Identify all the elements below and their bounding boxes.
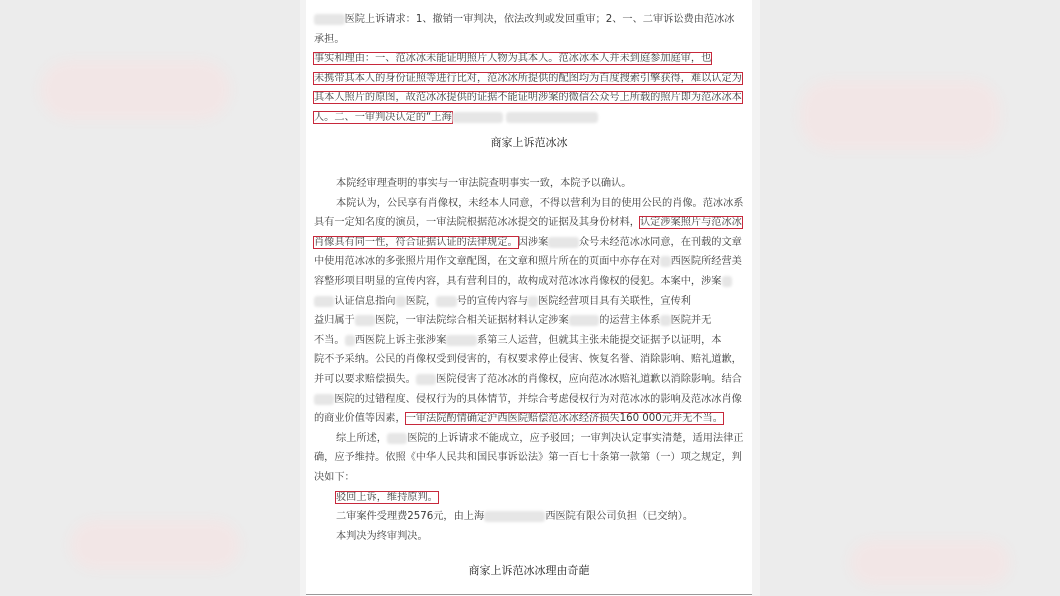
image-caption: 商家上诉范冰冰: [490, 136, 568, 149]
doc-line: [306, 108, 752, 128]
doc-line: 二审案件受理费2576元，由上海 西医院有限公司负担（已交纳）。: [336, 511, 694, 523]
doc-line: [306, 488, 752, 508]
doc-line: [306, 49, 752, 69]
highlight-box: 事实和理由：一、范冰冰未能证明照片人物为其本人。范冰冰本人并未到庭参加庭审，也: [314, 53, 712, 65]
doc-line: 综上所述， 医院的上诉请求不能成立，应予驳回；一审判决认定事实清楚，适用法律正: [336, 432, 744, 444]
background-left: [0, 0, 300, 596]
doc-line: 本判决为终审判决。: [336, 530, 428, 542]
highlight-box: 未携带其本人的身份证照等进行比对，范冰冰所提供的配图均为百度搜索引擎获得，难以认定为: [314, 72, 742, 84]
doc-line: 肖像具有同一性，符合证据认证的法律规定。因涉案 众号未经范冰冰同意，在刊载的文章: [314, 236, 742, 248]
doc-line: 中使用范冰冰的多张照片用作文章配图，在文章和照片所在的页面中亦存在对 西医院所经营美: [314, 256, 742, 268]
doc-line: 并可以要求赔偿损失。 医院侵害了范冰冰的肖像权，应向范冰冰赔礼道歉以消除影响。结合: [314, 373, 742, 385]
doc-line: 不当。 西医院上诉主张涉案 系第三人运营，但就其主张未能提交证据予以证明，本: [314, 334, 722, 346]
doc-line: 院不予采纳。公民的肖像权受到侵害的，有权要求停止侵害、恢复名誉、消除影响、赔礼道歉，: [314, 354, 742, 366]
doc-line: 医院的过错程度、侵权行为的具体情节，并综合考虑侵权行为对范冰冰的影响及范冰冰肖像: [306, 390, 752, 410]
doc-line: 本院经审理查明的事实与一审法院查明事实一致，本院予以确认。: [336, 178, 632, 189]
doc-line: 容整形项目明显的宣传内容，具有营利目的，故构成对范冰冰肖像权的侵犯。本案中，涉案: [306, 272, 752, 292]
highlight-box: 人。二、一审判决认定的“上海: [314, 111, 452, 123]
highlight-box: 肖像具有同一性，符合证据认证的法律规定。: [314, 236, 518, 248]
document-excerpt-appeal: [306, 10, 752, 128]
doc-line: 本院认为，公民享有肖像权，未经本人同意，不得以营利为目的使用公民的肖像。范冰冰系: [336, 197, 744, 209]
document-excerpt-judgment: [306, 174, 752, 546]
article-page: [306, 0, 752, 596]
doc-line: 益归属于 医院，一审法院综合相关证据材料认定涉案 的运营主体系 医院并无: [314, 315, 712, 327]
divider: [306, 594, 752, 595]
highlight-box: 一审法院酌情确定沪西医院赔偿范冰冰经济损失160 000元并无不当。: [405, 413, 723, 425]
background-right: [760, 0, 1060, 596]
doc-line: 承担。: [314, 33, 345, 45]
doc-line: 决如下：: [314, 471, 355, 483]
doc-line: 认证信息指向 医院， 号的宣传内容与 医院经营项目具有关联性，宣传利: [306, 292, 752, 312]
image-caption: 商家上诉范冰冰理由奇葩: [468, 564, 590, 577]
doc-line: 确，应予维持。依照《中华人民共和国民事诉讼法》第一百七十条第一款第（一）项之规定，判: [314, 452, 742, 464]
doc-line: 具有一定知名度的演员，一审法院根据范冰冰提交的证据及其身份材料，认定涉案照片与范冰冰: [314, 217, 742, 229]
highlight-box: 其本人照片的原图，故范冰冰提供的证据不能证明涉案的微信公众号上所载的照片即为范冰冰本: [314, 92, 742, 104]
doc-line: [306, 88, 752, 108]
doc-line: 医院上诉请求：1、撤销一审判决，依法改判或发回重审；2、一、二审诉讼费由范冰冰: [306, 10, 752, 30]
doc-line: [306, 69, 752, 89]
doc-line: 的商业价值等因素，一审法院酌情确定沪西医院赔偿范冰冰经济损失160 000元并无不当。: [314, 413, 723, 425]
highlight-box: 认定涉案照片与范冰冰: [640, 217, 742, 229]
highlight-box: 驳回上诉，维持原判。: [336, 491, 438, 503]
